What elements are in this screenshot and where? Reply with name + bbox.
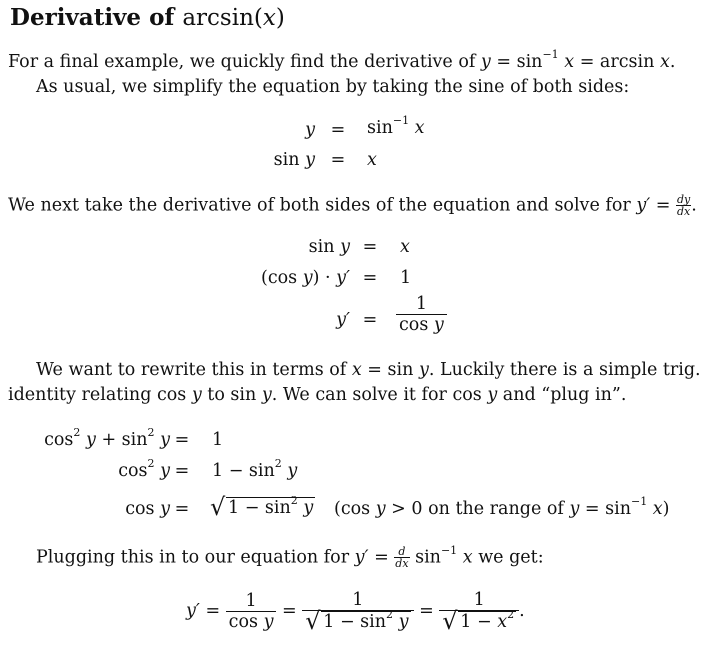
paragraph-text: identity relating cos <box>8 385 192 405</box>
eq2-row1-lhs <box>230 237 350 257</box>
math-x: x <box>497 612 508 632</box>
eq3-row2-lhs <box>20 457 170 481</box>
math-y: y <box>418 360 429 380</box>
paragraph-rewrite-line-2 <box>8 385 626 405</box>
math-square-sup: 2 <box>73 426 81 440</box>
eq2-row2-rel: = <box>362 268 378 288</box>
eq2-row3-rel: = <box>362 310 378 330</box>
math-y: y <box>287 461 298 481</box>
fraction-denominator: dx <box>395 557 409 570</box>
math-y: y <box>480 52 491 72</box>
math-cos: cos <box>125 499 161 519</box>
fraction-numerator: dy <box>676 193 691 206</box>
math-x: x <box>462 547 473 568</box>
math-x: x <box>659 52 670 72</box>
eq3-row3-note <box>334 495 670 519</box>
fraction-numerator: d <box>398 545 406 558</box>
math-y: y <box>302 268 313 288</box>
math-y-prime: y′ <box>186 601 200 621</box>
math-sin: = sin <box>579 499 631 519</box>
fraction-d-dx <box>394 547 409 569</box>
math-x: x <box>652 499 663 519</box>
fraction-1-over-cos-y <box>396 294 447 335</box>
math-y: y <box>340 237 350 257</box>
fraction-numerator: 1 <box>352 590 364 610</box>
math-sin: + sin <box>95 430 148 450</box>
math-y: y <box>569 499 580 519</box>
radicand <box>226 494 315 518</box>
math-equals: = <box>276 601 303 621</box>
math-arcsin: = arcsin <box>574 52 660 72</box>
radicand <box>321 608 410 632</box>
math-sin: sin <box>273 150 300 170</box>
math-y-prime: y′ <box>336 268 350 288</box>
eq1-row1-lhs: y <box>305 120 315 140</box>
math-x: x <box>564 52 575 72</box>
radicand <box>458 608 516 632</box>
period: . <box>519 601 525 621</box>
fraction-dy-dx <box>676 195 691 217</box>
paragraph-rewrite-line-1 <box>36 360 701 380</box>
eq3-row2-rel: = <box>174 461 190 481</box>
math-square-sup: 2 <box>274 457 282 471</box>
eq3-row1-rel: = <box>174 430 190 450</box>
paragraph-text: . We can solve it for cos <box>271 385 488 405</box>
math-y: y <box>261 385 272 405</box>
fraction-numerator: 1 <box>245 590 257 611</box>
math-sin: sin <box>409 547 441 568</box>
heading-close: ) <box>275 5 285 31</box>
paragraph-text: Plugging this in to our equation for <box>36 547 355 568</box>
math-sin: 1 − sin <box>323 612 387 632</box>
eq2-row3-lhs: y′ <box>336 310 350 330</box>
math-cos: cos <box>228 611 264 632</box>
intro-text: For a final example, we quickly find the derivative of <box>8 52 481 72</box>
math-dot: ) · <box>312 268 337 288</box>
fraction-numerator: 1 <box>473 590 485 610</box>
eq1-row2-rel: = <box>330 150 346 170</box>
fraction-1-over-sqrt-1-minus-sin2 <box>302 590 413 635</box>
eq3-row3-rhs <box>210 493 315 521</box>
math-cos: cos <box>44 430 74 450</box>
math-cos: cos <box>118 461 148 481</box>
paragraph-text: and “plug in”. <box>497 385 627 405</box>
intro-line-2: As usual, we simplify the equation by taking the sine of both sides: <box>36 77 630 97</box>
note-text: (cos <box>334 499 376 519</box>
math-minus: 1 − <box>460 612 498 632</box>
paragraph-text: we get: <box>472 547 544 568</box>
math-y: y <box>305 150 315 170</box>
fraction-denominator: dx <box>676 205 691 218</box>
math-y: y <box>160 499 170 519</box>
eq2-row1-rhs: x <box>400 237 410 257</box>
paragraph-text: We want to rewrite this in terms of <box>36 360 352 380</box>
math-y: y <box>160 430 170 450</box>
square-root <box>305 607 410 635</box>
period: . <box>691 195 697 216</box>
math-inverse-sup: −1 <box>392 114 410 128</box>
final-equation <box>186 590 525 635</box>
eq1-row2-lhs <box>250 150 315 170</box>
fraction-denominator <box>302 607 413 635</box>
heading-variable: x <box>262 5 276 31</box>
math-sin: 1 − sin <box>228 498 291 518</box>
math-y-prime: y′ <box>354 547 369 568</box>
eq3-row2-rhs <box>212 457 298 481</box>
math-equals: = <box>413 601 440 621</box>
math-cos: (cos <box>261 268 303 288</box>
intro-line-1 <box>8 48 676 72</box>
math-y: y <box>487 385 498 405</box>
math-y: y <box>375 499 386 519</box>
math-equals: = <box>368 547 395 568</box>
math-y: y <box>160 461 170 481</box>
fraction-denominator <box>226 611 277 632</box>
math-square-sup: 2 <box>290 494 298 508</box>
square-root <box>442 607 516 635</box>
math-y: y <box>398 612 409 632</box>
eq1-row1-rel: = <box>330 120 346 140</box>
eq3-row1-rhs: 1 <box>212 430 224 450</box>
math-inverse-sup: −1 <box>542 48 559 62</box>
eq3-row1-lhs <box>20 426 170 450</box>
eq2-row2-lhs <box>230 268 350 288</box>
radical-sign-icon: √ <box>442 607 458 635</box>
heading-prefix: Derivative of <box>10 4 175 31</box>
math-sin: 1 − sin <box>212 461 275 481</box>
math-sin: sin <box>308 237 335 257</box>
math-square-sup: 2 <box>147 426 155 440</box>
math-inverse-sup: −1 <box>440 543 458 557</box>
math-square-sup: 2 <box>507 608 515 622</box>
eq3-row3-rel: = <box>174 499 190 519</box>
paragraph-text: We next take the derivative of both sides of the equation and solve for <box>8 195 637 216</box>
fraction-denominator <box>439 607 519 635</box>
paragraph-text: . Luckily there is a simple trig. <box>428 360 701 380</box>
radical-sign-icon: √ <box>305 607 321 635</box>
square-root <box>210 493 315 521</box>
note-text: ) <box>662 499 670 519</box>
section-heading <box>10 4 285 31</box>
math-x: x <box>414 118 425 138</box>
math-square-sup: 2 <box>386 608 394 622</box>
fraction-numerator: 1 <box>415 294 427 314</box>
math-sin: sin <box>367 118 393 138</box>
math-sin: = sin <box>490 52 543 72</box>
math-cos: cos <box>399 315 434 335</box>
eq2-row2-rhs: 1 <box>400 268 412 288</box>
fraction-denominator <box>396 314 447 335</box>
paragraph-plugging <box>36 543 544 570</box>
fraction-1-over-cos-y <box>226 591 277 632</box>
eq3-row3-lhs <box>20 499 170 519</box>
math-sin: = sin <box>361 360 419 380</box>
math-y: y <box>303 498 314 518</box>
fraction-1-over-sqrt-1-minus-x2 <box>439 590 519 635</box>
paragraph-text: to sin <box>201 385 262 405</box>
math-y: y <box>86 430 96 450</box>
heading-function: arcsin( <box>182 5 263 31</box>
math-y: y <box>433 315 444 335</box>
eq2-row1-rel: = <box>362 237 378 257</box>
math-equals: = <box>199 601 226 621</box>
math-x: x <box>351 360 362 380</box>
math-y-prime: y′ <box>636 195 651 216</box>
eq1-row2-rhs: x <box>367 150 377 170</box>
period: . <box>669 52 676 72</box>
math-y: y <box>263 611 274 632</box>
math-inverse-sup: −1 <box>631 495 648 509</box>
paragraph-derivative <box>8 195 697 217</box>
math-square-sup: 2 <box>147 457 155 471</box>
math-equals: = <box>650 195 676 216</box>
eq1-row1-rhs <box>367 114 425 138</box>
radical-sign-icon: √ <box>210 493 226 521</box>
note-text: > 0 on the range of <box>385 499 570 519</box>
eq2-row3-fraction <box>396 294 447 335</box>
math-y: y <box>191 385 202 405</box>
